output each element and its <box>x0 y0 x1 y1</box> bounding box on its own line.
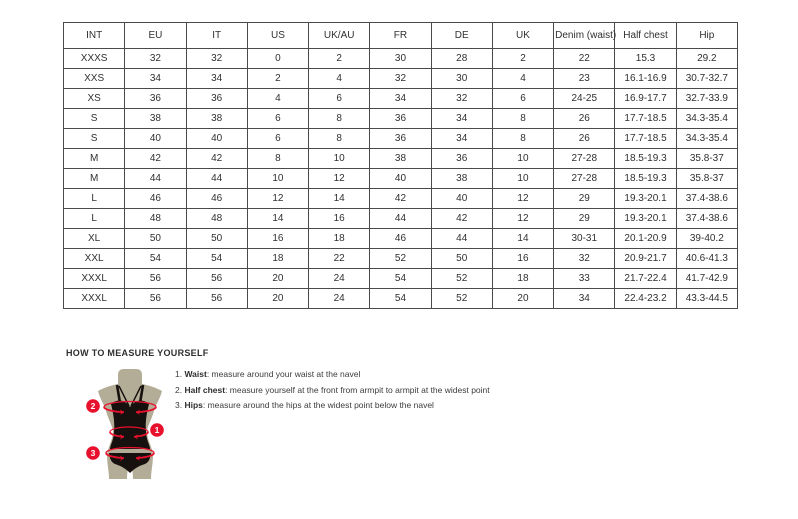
instruction-number: 2. <box>175 384 185 395</box>
table-cell: 44 <box>431 229 492 249</box>
table-cell: S <box>64 109 125 129</box>
table-cell: 8 <box>492 109 553 129</box>
instruction-text: : measure around the hips at the widest point below the navel <box>202 400 434 410</box>
table-cell: 54 <box>370 289 431 309</box>
table-cell: 14 <box>492 229 553 249</box>
table-cell: 4 <box>247 89 308 109</box>
table-cell: 24 <box>309 289 370 309</box>
table-cell: 16.1-16.9 <box>615 69 676 89</box>
table-cell: 42 <box>125 149 186 169</box>
table-cell: XXS <box>64 69 125 89</box>
column-header: FR <box>370 23 431 49</box>
measurement-figure <box>72 366 190 486</box>
table-row <box>64 289 738 309</box>
table-cell: 56 <box>186 269 247 289</box>
table-cell: 18 <box>492 269 553 289</box>
table-cell: 32 <box>554 249 615 269</box>
table-cell: 36 <box>186 89 247 109</box>
table-cell: 50 <box>431 249 492 269</box>
table-cell: 29 <box>554 209 615 229</box>
table-cell: 23 <box>554 69 615 89</box>
instruction-line <box>175 400 490 410</box>
column-header: Denim (waist) <box>554 23 615 49</box>
table-cell: 34 <box>125 69 186 89</box>
table-cell: 10 <box>309 149 370 169</box>
table-cell: 6 <box>492 89 553 109</box>
table-cell: 16 <box>492 249 553 269</box>
table-cell: 56 <box>125 269 186 289</box>
table-cell: 30.7-32.7 <box>676 69 737 89</box>
table-cell: 8 <box>309 109 370 129</box>
column-header: US <box>247 23 308 49</box>
table-cell: 0 <box>247 49 308 69</box>
table-cell: 35.8-37 <box>676 149 737 169</box>
table-cell: 16 <box>309 209 370 229</box>
table-row <box>64 229 738 249</box>
table-cell: 28 <box>431 49 492 69</box>
table-cell: 14 <box>247 209 308 229</box>
table-cell: 40 <box>431 189 492 209</box>
table-cell: 8 <box>247 149 308 169</box>
table-cell: 2 <box>492 49 553 69</box>
table-cell: 30 <box>431 69 492 89</box>
table-cell: 40 <box>125 129 186 149</box>
table-cell: 54 <box>125 249 186 269</box>
table-cell: 34 <box>370 89 431 109</box>
measure-instructions <box>175 369 490 416</box>
size-table-header <box>64 23 738 49</box>
table-cell: 52 <box>431 269 492 289</box>
column-header: UK <box>492 23 553 49</box>
table-cell: 38 <box>125 109 186 129</box>
table-cell: 37.4-38.6 <box>676 189 737 209</box>
table-row <box>64 209 738 229</box>
table-cell: 22 <box>309 249 370 269</box>
column-header: UK/AU <box>309 23 370 49</box>
table-cell: 21.7-22.4 <box>615 269 676 289</box>
table-row <box>64 149 738 169</box>
table-cell: 18.5-19.3 <box>615 149 676 169</box>
table-cell: 37.4-38.6 <box>676 209 737 229</box>
table-cell: 43.3-44.5 <box>676 289 737 309</box>
table-cell: 40.6-41.3 <box>676 249 737 269</box>
table-cell: 24 <box>309 269 370 289</box>
column-header: IT <box>186 23 247 49</box>
table-cell: 36 <box>125 89 186 109</box>
table-cell: 56 <box>125 289 186 309</box>
table-cell: 10 <box>492 169 553 189</box>
table-cell: 46 <box>186 189 247 209</box>
table-cell: 22 <box>554 49 615 69</box>
table-cell: 32 <box>431 89 492 109</box>
table-cell: 40 <box>186 129 247 149</box>
table-cell: 17.7-18.5 <box>615 129 676 149</box>
table-cell: 4 <box>309 69 370 89</box>
table-cell: 32.7-33.9 <box>676 89 737 109</box>
table-cell: 12 <box>492 189 553 209</box>
table-cell: 44 <box>370 209 431 229</box>
table-cell: S <box>64 129 125 149</box>
table-cell: 2 <box>309 49 370 69</box>
table-cell: 14 <box>309 189 370 209</box>
table-cell: 34.3-35.4 <box>676 109 737 129</box>
table-cell: 54 <box>370 269 431 289</box>
table-cell: 20 <box>492 289 553 309</box>
table-cell: 26 <box>554 129 615 149</box>
table-cell: 35.8-37 <box>676 169 737 189</box>
column-header: Half chest <box>615 23 676 49</box>
table-cell: 40 <box>370 169 431 189</box>
instruction-line <box>175 369 490 379</box>
table-cell: XXXL <box>64 269 125 289</box>
table-cell: 2 <box>247 69 308 89</box>
table-cell: 46 <box>370 229 431 249</box>
table-cell: 32 <box>125 49 186 69</box>
size-table-body <box>64 49 738 309</box>
table-cell: 32 <box>370 69 431 89</box>
table-cell: XXL <box>64 249 125 269</box>
table-cell: 17.7-18.5 <box>615 109 676 129</box>
table-cell: 18 <box>309 229 370 249</box>
table-row <box>64 269 738 289</box>
table-cell: 27-28 <box>554 149 615 169</box>
table-cell: 32 <box>186 49 247 69</box>
table-cell: L <box>64 209 125 229</box>
table-cell: 12 <box>492 209 553 229</box>
table-cell: 18.5-19.3 <box>615 169 676 189</box>
table-cell: 44 <box>125 169 186 189</box>
table-cell: 34 <box>554 289 615 309</box>
table-row <box>64 89 738 109</box>
chest-marker-number: 2 <box>90 401 96 411</box>
table-cell: 10 <box>492 149 553 169</box>
table-cell: 48 <box>186 209 247 229</box>
instruction-text: : measure yourself at the front from armpit to armpit at the widest point <box>225 384 490 395</box>
table-row <box>64 249 738 269</box>
column-header: INT <box>64 23 125 49</box>
table-cell: M <box>64 149 125 169</box>
table-cell: 29.2 <box>676 49 737 69</box>
table-cell: XXXL <box>64 289 125 309</box>
table-cell: 27-28 <box>554 169 615 189</box>
column-header: DE <box>431 23 492 49</box>
table-cell: 38 <box>186 109 247 129</box>
hips-marker-number: 3 <box>90 448 96 458</box>
header-row <box>64 23 738 49</box>
instruction-number: 3. <box>175 400 185 410</box>
table-cell: 19.3-20.1 <box>615 209 676 229</box>
table-cell: 4 <box>492 69 553 89</box>
instruction-label: Waist <box>184 369 207 379</box>
table-cell: 29 <box>554 189 615 209</box>
table-cell: 36 <box>431 149 492 169</box>
waist-marker-number: 1 <box>154 425 160 435</box>
table-cell: 8 <box>492 129 553 149</box>
table-row <box>64 109 738 129</box>
instruction-line <box>175 385 490 395</box>
table-cell: 20 <box>247 289 308 309</box>
table-cell: 18 <box>247 249 308 269</box>
instruction-number: 1. <box>175 369 185 379</box>
table-cell: 50 <box>186 229 247 249</box>
table-row <box>64 69 738 89</box>
table-cell: 34 <box>431 129 492 149</box>
table-cell: 6 <box>247 109 308 129</box>
table-cell: 36 <box>370 109 431 129</box>
table-cell: XXXS <box>64 49 125 69</box>
table-cell: XL <box>64 229 125 249</box>
table-cell: 38 <box>370 149 431 169</box>
mannequin-illustration-icon <box>72 366 190 486</box>
table-cell: 42 <box>370 189 431 209</box>
table-row <box>64 169 738 189</box>
table-cell: 6 <box>247 129 308 149</box>
table-cell: 52 <box>431 289 492 309</box>
table-cell: 8 <box>309 129 370 149</box>
table-cell: 34 <box>431 109 492 129</box>
size-table <box>63 22 738 309</box>
instruction-label: Hips <box>184 400 203 410</box>
table-cell: 12 <box>247 189 308 209</box>
table-cell: 10 <box>247 169 308 189</box>
instruction-text: : measure around your waist at the navel <box>206 369 361 379</box>
table-cell: 20.9-21.7 <box>615 249 676 269</box>
table-cell: 44 <box>186 169 247 189</box>
table-cell: 39-40.2 <box>676 229 737 249</box>
table-cell: 48 <box>125 209 186 229</box>
swimsuit-top <box>110 401 150 449</box>
table-cell: M <box>64 169 125 189</box>
table-cell: 50 <box>125 229 186 249</box>
table-cell: 34.3-35.4 <box>676 129 737 149</box>
table-cell: 38 <box>431 169 492 189</box>
table-cell: 36 <box>370 129 431 149</box>
table-cell: 46 <box>125 189 186 209</box>
table-cell: 22.4-23.2 <box>615 289 676 309</box>
instruction-label: Half chest <box>184 384 226 395</box>
table-cell: 34 <box>186 69 247 89</box>
table-cell: 54 <box>186 249 247 269</box>
table-cell: 20.1-20.9 <box>615 229 676 249</box>
table-cell: 33 <box>554 269 615 289</box>
table-cell: 26 <box>554 109 615 129</box>
table-cell: 12 <box>309 169 370 189</box>
column-header: Hip <box>676 23 737 49</box>
table-cell: 15.3 <box>615 49 676 69</box>
table-cell: 42 <box>186 149 247 169</box>
table-cell: 30-31 <box>554 229 615 249</box>
table-cell: 24-25 <box>554 89 615 109</box>
table-row <box>64 129 738 149</box>
table-cell: 56 <box>186 289 247 309</box>
measure-section-title: HOW TO MEASURE YOURSELF <box>66 348 209 358</box>
table-cell: XS <box>64 89 125 109</box>
table-row <box>64 49 738 69</box>
table-cell: 52 <box>370 249 431 269</box>
table-cell: 42 <box>431 209 492 229</box>
table-cell: 20 <box>247 269 308 289</box>
table-cell: 16 <box>247 229 308 249</box>
table-row <box>64 189 738 209</box>
table-cell: L <box>64 189 125 209</box>
table-cell: 16.9-17.7 <box>615 89 676 109</box>
table-cell: 19.3-20.1 <box>615 189 676 209</box>
table-cell: 6 <box>309 89 370 109</box>
table-cell: 41.7-42.9 <box>676 269 737 289</box>
column-header: EU <box>125 23 186 49</box>
table-cell: 30 <box>370 49 431 69</box>
